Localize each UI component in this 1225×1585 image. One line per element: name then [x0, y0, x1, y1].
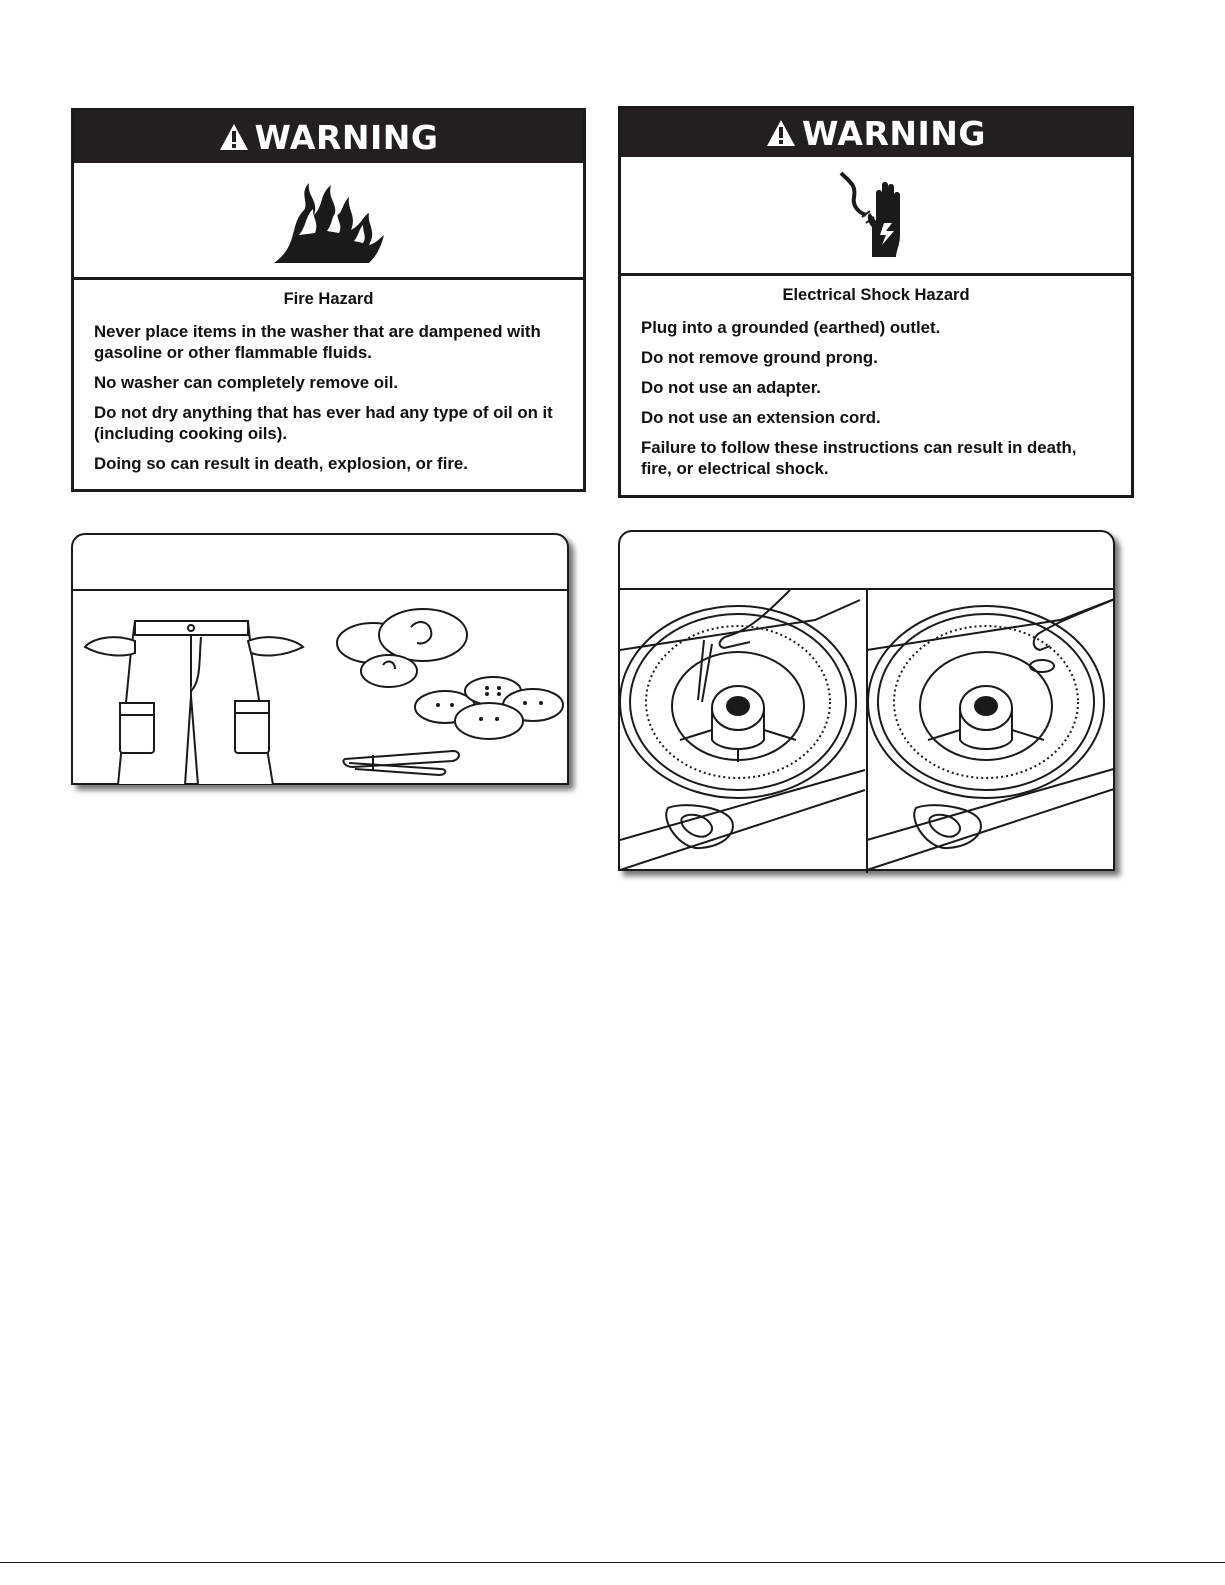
- shock-warning-title: WARNING: [802, 113, 986, 153]
- shock-hazard-title: Electrical Shock Hazard: [782, 286, 970, 304]
- empty-pockets-illustration-card: [71, 533, 569, 785]
- fire-warning-title: WARNING: [254, 117, 439, 157]
- shock-warning-line: Failure to follow these instructions can result in death, fire, or electrical shock.: [641, 438, 1077, 478]
- shock-warning-header: [621, 109, 1131, 157]
- fire-icon-panel: [74, 163, 583, 280]
- warning-triangle-icon: [219, 123, 249, 151]
- pants-icon: [73, 591, 567, 785]
- fire-warning-line: Do not dry anything that has ever had any type of oil on it (including cooking oils).: [94, 403, 553, 443]
- shock-warning-body: [621, 276, 1131, 479]
- fire-hazard-title: Fire Hazard: [283, 290, 374, 308]
- fire-warning-line: No washer can completely remove oil.: [94, 373, 399, 392]
- washer-drum-illustration-card: [618, 530, 1115, 871]
- washer-drum-illustration: [620, 590, 1113, 873]
- fire-warning-line: Never place items in the washer that are dampened with gasoline or other flammable fluids.: [94, 322, 541, 362]
- pockets-illustration: [73, 591, 567, 785]
- shock-warning-line: Do not use an adapter.: [641, 378, 821, 397]
- shock-icon-panel: [621, 157, 1131, 276]
- card-header: [620, 532, 1113, 590]
- fire-warning-line: Doing so can result in death, explosion, or fire.: [94, 454, 468, 473]
- card-header: [73, 535, 567, 591]
- shock-warning-line: Do not use an extension cord.: [641, 408, 881, 427]
- shock-warning-box: [618, 106, 1134, 498]
- fire-icon: [269, 175, 389, 265]
- shock-warning-line: Plug into a grounded (earthed) outlet.: [641, 318, 941, 337]
- electric-shock-hand-icon: [826, 165, 926, 265]
- page-footer-rule: [0, 1562, 1225, 1563]
- shock-warning-line: Do not remove ground prong.: [641, 348, 878, 367]
- fire-warning-header: [74, 111, 583, 163]
- fire-warning-body: [74, 280, 583, 474]
- fire-warning-box: [71, 108, 586, 492]
- warning-triangle-icon: [766, 119, 796, 147]
- washer-drum-icon: [620, 590, 1113, 873]
